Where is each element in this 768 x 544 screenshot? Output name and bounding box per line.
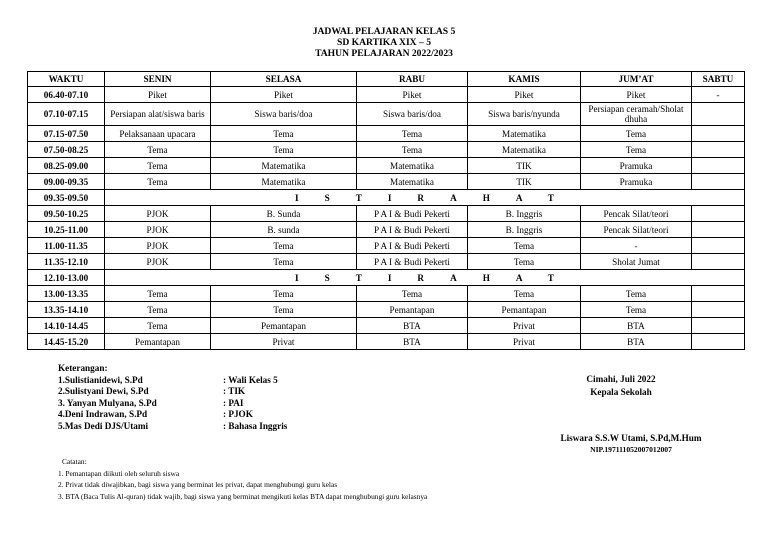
subject-cell: Tema: [105, 142, 211, 158]
catatan-item: 3. BTA (Baca Tulis Al-quran) tidak wajib, bagi siswa yang berminat mengikuti kelas BTA dapat menghubungi guru kelasnya: [58, 491, 428, 501]
subject-cell: Persiapan alat/siswa baris: [105, 103, 211, 126]
subject-cell: PJOK: [105, 222, 211, 238]
time-cell: 11.00-11.35: [28, 238, 105, 254]
signature-place-date: Cimahi, Juli 2022: [586, 374, 656, 384]
subject-cell: Tema: [581, 286, 692, 302]
table-row: [28, 126, 745, 142]
catatan-heading: Catatan:: [62, 457, 87, 466]
keterangan-heading: Keterangan:: [58, 363, 108, 373]
subject-cell: Pencak Silat/teori: [581, 206, 692, 222]
subject-cell: BTA: [581, 318, 692, 334]
teacher-name: 3. Yanyan Mulyana, S.Pd: [58, 397, 157, 408]
subject-cell: Tema: [468, 238, 581, 254]
subject-cell: Tema: [581, 142, 692, 158]
table-row: [28, 334, 745, 350]
subject-cell: Tema: [211, 254, 357, 270]
teacher-name: 2.Sulistyani Dewi, S.Pd: [58, 386, 149, 397]
table-row: [28, 206, 745, 222]
subject-cell: Privat: [468, 334, 581, 350]
subject-cell: Tema: [581, 302, 692, 318]
break-cell: ISTIRAHAT: [105, 190, 745, 206]
teacher-name: 1.Sulistianidewi, S.Pd: [58, 374, 143, 385]
signature-name: Liswara S.S.W Utami, S.Pd,M.Hum: [560, 433, 702, 443]
subject-cell: Tema: [211, 126, 357, 142]
teacher-role: : Bahasa Inggris: [223, 420, 288, 431]
table-row: [28, 158, 745, 174]
subject-cell: Matematika: [211, 174, 357, 190]
subject-cell: Siswa baris/doa: [211, 103, 357, 126]
time-cell: 14.10-14.45: [28, 318, 105, 334]
subject-cell: Siswa baris/doa: [357, 103, 468, 126]
teacher-name: 5.Mas Dedi DJS/Utami: [58, 420, 149, 431]
subject-cell: P A I & Budi Pekerti: [357, 254, 468, 270]
subject-cell: Tema: [468, 254, 581, 270]
subject-cell: Piket: [357, 87, 468, 103]
subject-cell: Piket: [581, 87, 692, 103]
subject-cell: Privat: [468, 318, 581, 334]
subject-cell: Pemantapan: [468, 302, 581, 318]
time-cell: 11.35-12.10: [28, 254, 105, 270]
subject-cell: Tema: [211, 238, 357, 254]
subject-cell: PJOK: [105, 238, 211, 254]
table-row: [28, 174, 745, 190]
table-row: [28, 87, 745, 103]
subject-cell: P A I & Budi Pekerti: [357, 238, 468, 254]
table-row: [28, 103, 745, 126]
subject-cell: [692, 142, 745, 158]
subject-cell: Tema: [105, 318, 211, 334]
column-header: SELASA: [211, 72, 357, 87]
subject-cell: Tema: [211, 286, 357, 302]
subject-cell: [692, 286, 745, 302]
column-header: RABU: [357, 72, 468, 87]
column-header: SABTU: [692, 72, 745, 87]
keterangan-item: [58, 398, 287, 410]
subject-cell: B. Inggris: [468, 206, 581, 222]
subject-cell: Persiapan ceramah/Sholat dhuha: [581, 103, 692, 126]
subject-cell: Tema: [105, 302, 211, 318]
teacher-role: : PAI: [223, 397, 244, 408]
time-cell: 09.50-10.25: [28, 206, 105, 222]
keterangan-item: [58, 375, 287, 387]
table-row: [28, 318, 745, 334]
time-cell: 12.10-13.00: [28, 270, 105, 286]
subject-cell: Piket: [105, 87, 211, 103]
keterangan-item: [58, 409, 287, 421]
catatan-section: [58, 456, 428, 502]
table-row: [28, 270, 745, 286]
header-row: [28, 72, 745, 87]
subject-cell: Privat: [211, 334, 357, 350]
subject-cell: Pemantapan: [357, 302, 468, 318]
subject-cell: Pemantapan: [105, 334, 211, 350]
break-cell: ISTIRAHAT: [105, 270, 745, 286]
subject-cell: [692, 174, 745, 190]
subject-cell: TIK: [468, 158, 581, 174]
table-row: [28, 286, 745, 302]
time-cell: 06.40-07.10: [28, 87, 105, 103]
subject-cell: [692, 254, 745, 270]
subject-cell: -: [581, 238, 692, 254]
teacher-role: : PJOK: [223, 409, 253, 420]
subject-cell: Tema: [357, 126, 468, 142]
title-line-2: SD KARTIKA XIX – 5: [336, 37, 432, 48]
time-cell: 08.25-09.00: [28, 158, 105, 174]
subject-cell: Piket: [211, 87, 357, 103]
subject-cell: Tema: [468, 286, 581, 302]
title-line-1: JADWAL PELAJARAN KELAS 5: [312, 26, 456, 37]
signature-position: Kepala Sekolah: [590, 387, 652, 397]
subject-cell: Pelaksanaan upacara: [105, 126, 211, 142]
time-cell: 09.35-09.50: [28, 190, 105, 206]
subject-cell: BTA: [357, 334, 468, 350]
subject-cell: [692, 318, 745, 334]
subject-cell: Matematika: [357, 158, 468, 174]
subject-cell: Tema: [105, 158, 211, 174]
teacher-role: : Wali Kelas 5: [223, 374, 278, 385]
subject-cell: Sholat Jumat: [581, 254, 692, 270]
teacher-role: : TIK: [223, 386, 246, 397]
subject-cell: Matematika: [468, 126, 581, 142]
time-cell: 13.00-13.35: [28, 286, 105, 302]
time-cell: 07.50-08.25: [28, 142, 105, 158]
subject-cell: Pramuka: [581, 158, 692, 174]
subject-cell: Tema: [105, 286, 211, 302]
subject-cell: Pencak Silat/teori: [581, 222, 692, 238]
time-cell: 07.15-07.50: [28, 126, 105, 142]
subject-cell: [692, 238, 745, 254]
subject-cell: Tema: [105, 174, 211, 190]
subject-cell: BTA: [357, 318, 468, 334]
subject-cell: Tema: [581, 126, 692, 142]
subject-cell: [692, 222, 745, 238]
table-row: [28, 222, 745, 238]
subject-cell: -: [692, 87, 745, 103]
keterangan-item: [58, 386, 287, 398]
subject-cell: P A I & Budi Pekerti: [357, 206, 468, 222]
subject-cell: Siswa baris/nyunda: [468, 103, 581, 126]
table-row: [28, 302, 745, 318]
subject-cell: PJOK: [105, 254, 211, 270]
subject-cell: [692, 126, 745, 142]
subject-cell: B. Sunda: [211, 206, 357, 222]
subject-cell: [692, 334, 745, 350]
subject-cell: Tema: [357, 286, 468, 302]
column-header: SENIN: [105, 72, 211, 87]
time-cell: 13.35-14.10: [28, 302, 105, 318]
keterangan-section: [58, 363, 287, 433]
subject-cell: Piket: [468, 87, 581, 103]
subject-cell: [692, 158, 745, 174]
subject-cell: B. sunda: [211, 222, 357, 238]
subject-cell: PJOK: [105, 206, 211, 222]
time-cell: 14.45-15.20: [28, 334, 105, 350]
catatan-item: 2. Privat tidak diwajibkan, bagi siswa yang berminat les privat, dapat menghubungi guru kelas: [58, 480, 338, 489]
subject-cell: Pramuka: [581, 174, 692, 190]
subject-cell: BTA: [581, 334, 692, 350]
column-header: KAMIS: [468, 72, 581, 87]
catatan-item: 1. Pemantapan diikuti oleh seluruh siswa: [58, 468, 180, 478]
table-row: [28, 254, 745, 270]
column-header: JUM’AT: [581, 72, 692, 87]
document-title: [0, 26, 768, 59]
subject-cell: [692, 103, 745, 126]
subject-cell: P A I & Budi Pekerti: [357, 222, 468, 238]
column-header: WAKTU: [28, 72, 105, 87]
schedule-table: [27, 71, 745, 350]
subject-cell: Matematika: [468, 142, 581, 158]
subject-cell: B. Inggris: [468, 222, 581, 238]
subject-cell: Tema: [211, 142, 357, 158]
table-row: [28, 142, 745, 158]
subject-cell: Matematika: [211, 158, 357, 174]
time-cell: 10.25-11.00: [28, 222, 105, 238]
subject-cell: Matematika: [357, 174, 468, 190]
subject-cell: [692, 302, 745, 318]
table-row: [28, 238, 745, 254]
keterangan-item: [58, 421, 287, 433]
signature-nip: NIP.197111052007012007: [590, 445, 672, 454]
teacher-name: 4.Deni Indrawan, S.Pd: [58, 409, 148, 420]
subject-cell: Tema: [211, 302, 357, 318]
subject-cell: [692, 206, 745, 222]
table-row: [28, 190, 745, 206]
time-cell: 09.00-09.35: [28, 174, 105, 190]
time-cell: 07.10-07.15: [28, 103, 105, 126]
subject-cell: TIK: [468, 174, 581, 190]
subject-cell: Tema: [357, 142, 468, 158]
subject-cell: Pemantapan: [211, 318, 357, 334]
title-line-3: TAHUN PELAJARAN 2022/2023: [315, 48, 453, 59]
